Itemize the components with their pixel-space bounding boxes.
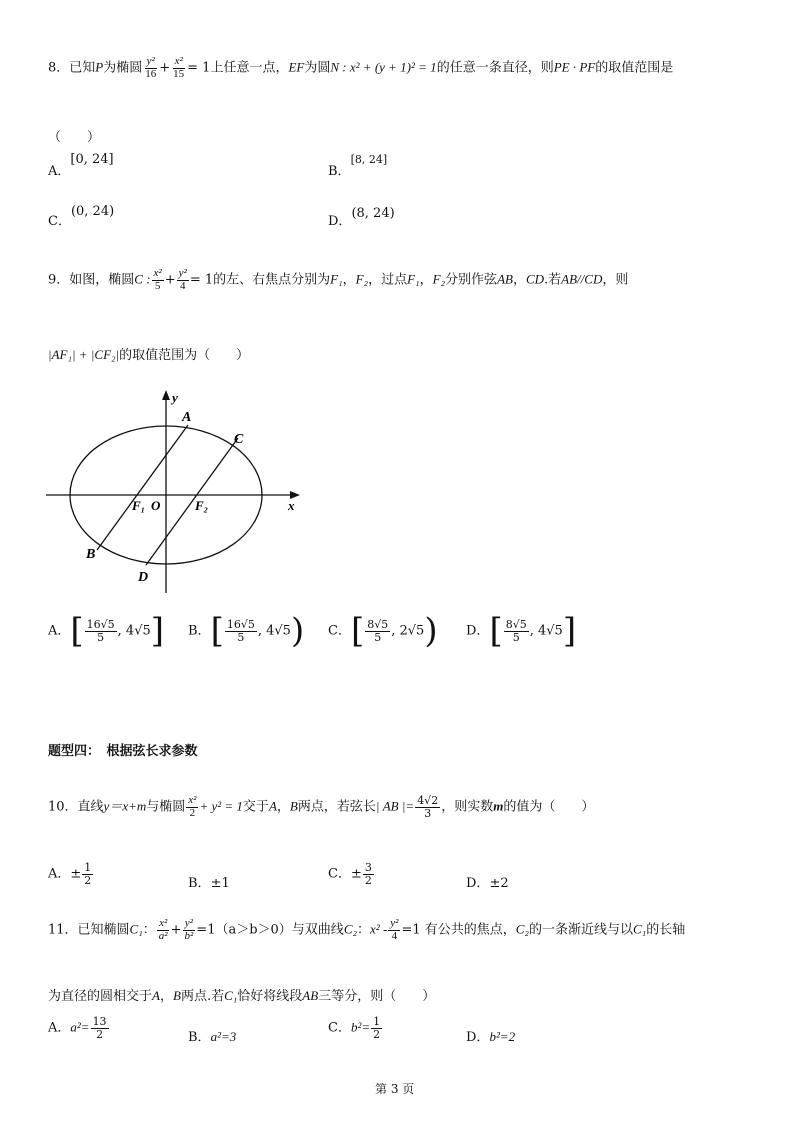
label-x: x — [288, 498, 295, 513]
q9-ellipse-figure — [40, 388, 310, 598]
q9-stem-line2: |AF₁| + |CF₂|的取值范围为（ ） — [48, 347, 250, 363]
q8-dot-product: PE · PF — [553, 59, 596, 75]
q9-frac-x: $\frac{\text{x²}}{5}$ — [153, 267, 162, 292]
q8-ellipse-frac-y: $\frac{\text{y²}}{16}$ — [145, 55, 157, 80]
label-y: y — [172, 390, 178, 405]
q9-option-b: B．[ $\frac{16√5}{5}$ , 4√5) — [188, 611, 305, 651]
q8-circle-eq: N : x² + (y + 1)² = 1 — [330, 59, 437, 75]
q8-option-a: A．[0, 24] — [48, 152, 114, 179]
q8-stem-line1: 8．已知P为椭圆 $\frac{\text{y²}}{16}$ + $\frac{\text{x²}}{15}$ = 1上任意一点，EF为圆N : x² + (y + 1)² = 1的任意一条直径，则PE · PF的取值范围是 — [48, 55, 674, 80]
q11-option-b: B．a²=3 — [188, 1029, 237, 1045]
q11-option-a: A．a²= $\frac{13}{2}$ — [48, 1015, 107, 1041]
q8-paren: （ ） — [48, 130, 101, 145]
q10-option-a: A．± $\frac{1}{2}$ — [48, 861, 92, 887]
q8-ellipse-frac-x: $\frac{\text{x²}}{15}$ — [173, 55, 185, 80]
q9-stem-line1: 9．如图，椭圆C : $\frac{\text{x²}}{5}$ + $\frac{\text{y²}}{4}$ = 1的左、右焦点分别为F₁，F₂，过点F₁，F₂分别作弦AB，CD.若AB//CD，则 — [48, 267, 629, 292]
q11-option-d: D．b²=2 — [466, 1029, 516, 1045]
q10-option-c: C．± $\frac{3}{2}$ — [328, 861, 372, 887]
q10-option-d: D．±2 — [466, 876, 509, 891]
label-a: A — [182, 410, 192, 425]
q9-option-d: D．[ $\frac{8√5}{5}$ , 4√5] — [466, 611, 577, 651]
y-axis-arrow — [162, 390, 170, 400]
label-o: O — [151, 498, 161, 513]
label-f2: F₂ — [195, 498, 209, 513]
q11-stem-line1: 11．已知椭圆C₁： $\frac{\text{x²}}{\text{a²}}$ + $\frac{\text{y²}}{\text{b²}}$ =1（a＞b＞0）与双曲线C₂：x² - $\frac{\text{y²}}{4}$ =1 有公共的焦点，C₂的一条渐近线与以C₁的长轴 — [48, 917, 686, 942]
q8-option-c: C．(0, 24) — [48, 204, 115, 229]
label-f1: F₁ — [132, 498, 146, 513]
q9-frac-y: $\frac{\text{y²}}{4}$ — [178, 267, 187, 292]
label-b: B — [86, 547, 96, 562]
label-d: D — [138, 570, 149, 585]
q11-option-c: C．b²= $\frac{1}{2}$ — [328, 1015, 381, 1041]
label-c: C — [234, 432, 244, 447]
q11-stem-line2: 为直径的圆相交于A，B两点.若C₁恰好将线段AB三等分，则（ ） — [48, 988, 436, 1004]
q8-option-b: B．[8, 24] — [328, 153, 388, 179]
chord-ab — [97, 425, 188, 550]
q9-option-c: C．[ $\frac{8√5}{5}$ , 2√5) — [328, 611, 438, 651]
page-number: 第 3 页 — [375, 1082, 415, 1096]
q10-option-b: B．±1 — [188, 876, 230, 891]
q10-stem: 10．直线y＝x+m与椭圆 $\frac{\text{x²}}{2}$ + y² = 1交于A，B两点，若弦长| AB |= $\frac{4√2}{3}$ ，则实数m的值为（ ） — [48, 794, 595, 820]
section-heading: 题型四： 根据弦长求参数 — [48, 744, 198, 759]
q8-option-d: D．(8, 24) — [328, 206, 395, 229]
q9-option-a: A．[ $\frac{16√5}{5}$ , 4√5] — [48, 611, 165, 651]
q9-sum-expr: |AF₁| + |CF₂| — [48, 347, 120, 362]
